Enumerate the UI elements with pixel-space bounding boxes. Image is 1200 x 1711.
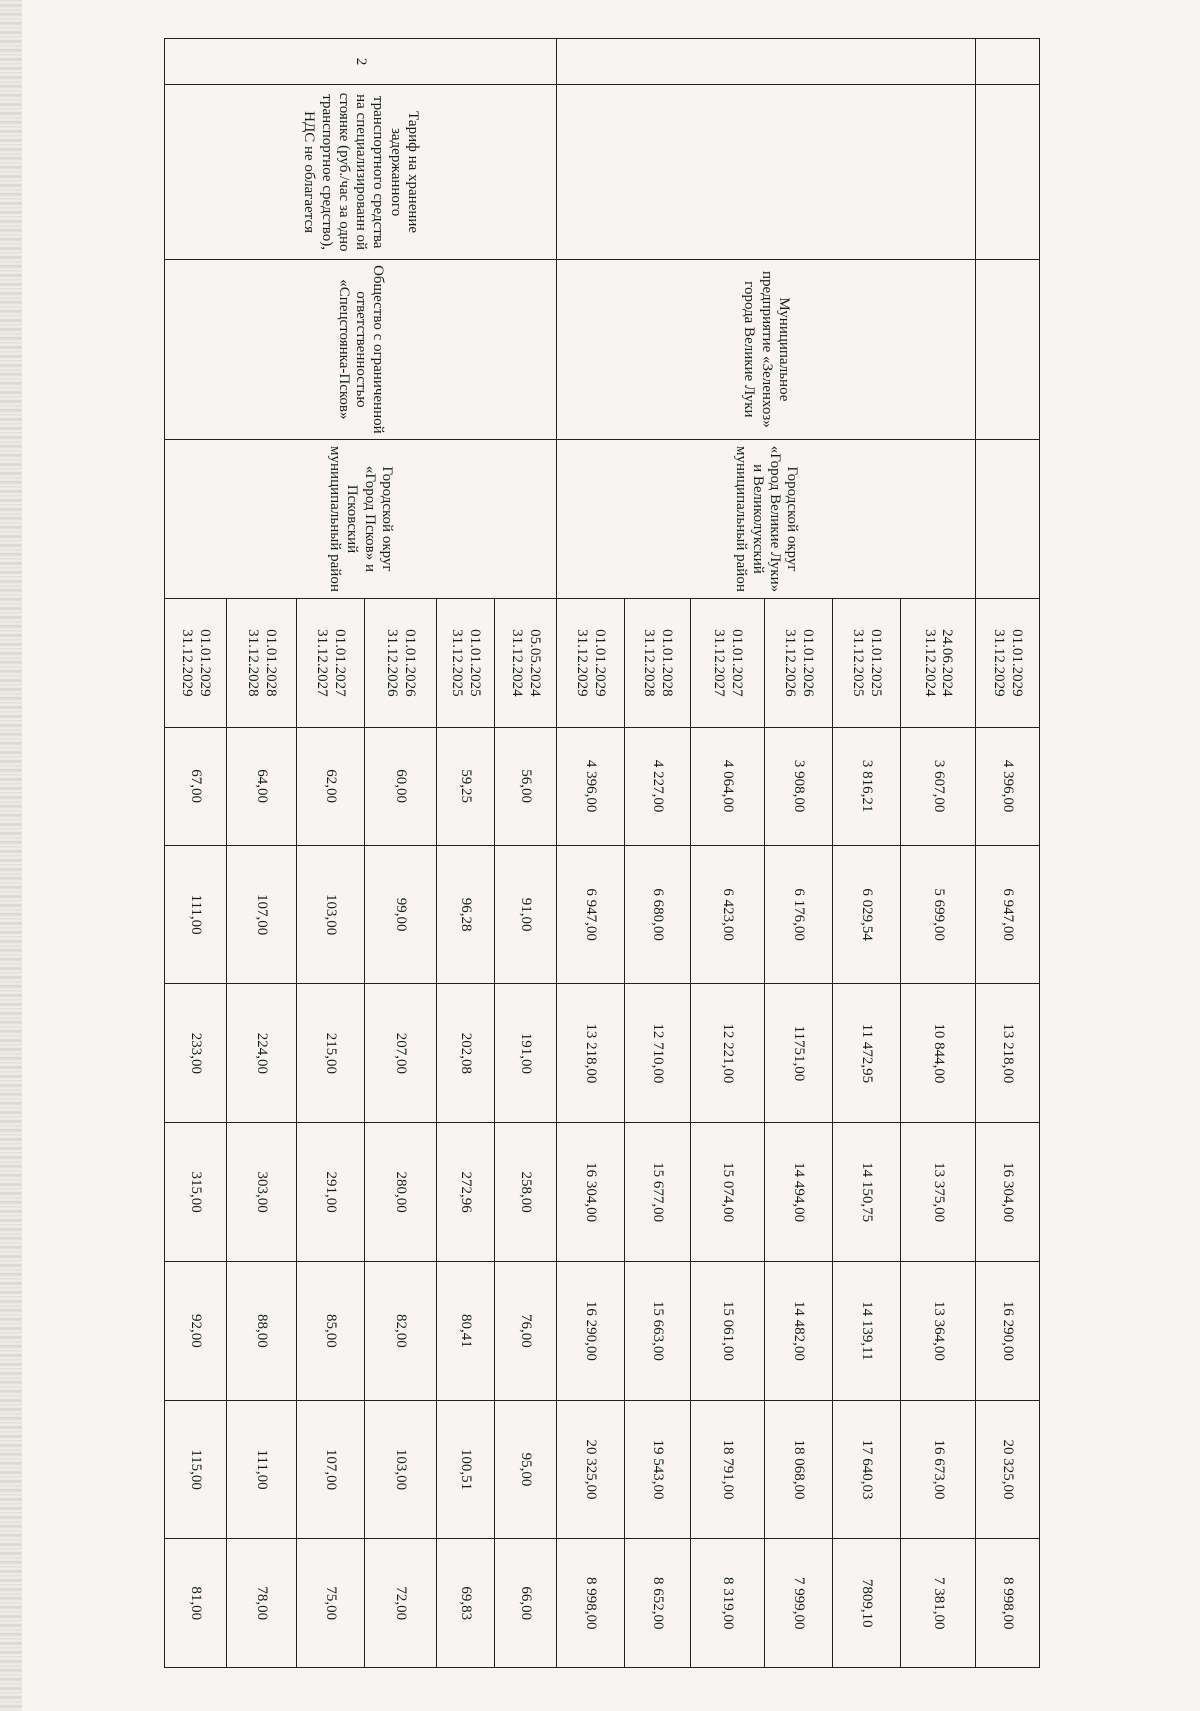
- value-cell: 14 494,00: [765, 1123, 833, 1262]
- row-number-cell: [557, 39, 976, 85]
- value-cell: 3 908,00: [765, 727, 833, 845]
- scan-edge: [0, 0, 22, 1711]
- period-cell: 01.01.2025 31.12.2025: [833, 599, 901, 727]
- value-cell: 69,83: [437, 1539, 495, 1668]
- value-cell: 67,00: [165, 727, 227, 845]
- value-cell: 8 652,00: [625, 1539, 691, 1668]
- value-cell: 14 482,00: [765, 1261, 833, 1400]
- value-cell: 18 791,00: [691, 1400, 765, 1539]
- period-cell: 01.01.2026 31.12.2026: [365, 599, 437, 727]
- value-cell: 7 381,00: [901, 1539, 976, 1668]
- rotated-tariff-table: [165, 38, 1040, 1668]
- value-cell: 115,00: [165, 1400, 227, 1539]
- value-cell: 272,96: [437, 1123, 495, 1262]
- territory-name: Городской округ «Город Псков» и Псковский муниципальный район: [165, 439, 557, 598]
- value-cell: 6 680,00: [625, 845, 691, 984]
- value-cell: 20 325,00: [976, 1400, 1040, 1539]
- value-cell: 16 304,00: [976, 1123, 1040, 1262]
- value-cell: 100,51: [437, 1400, 495, 1539]
- value-cell: 13 218,00: [976, 984, 1040, 1123]
- value-cell: 6 947,00: [976, 845, 1040, 984]
- value-cell: 103,00: [297, 845, 365, 984]
- table-row: [495, 39, 557, 1668]
- value-cell: 91,00: [495, 845, 557, 984]
- value-cell: 81,00: [165, 1539, 227, 1668]
- tariff-label: Тариф на хранение задержанного транспортного средства на специализированн ой стоянке (руб./час за одно транспортное средство), НДС не облагается: [165, 85, 557, 260]
- value-cell: 6 029,54: [833, 845, 901, 984]
- period-cell: 01.01.2029 31.12.2029: [557, 599, 625, 727]
- value-cell: 12 221,00: [691, 984, 765, 1123]
- value-cell: 207,00: [365, 984, 437, 1123]
- value-cell: 99,00: [365, 845, 437, 984]
- value-cell: 56,00: [495, 727, 557, 845]
- value-cell: 107,00: [227, 845, 297, 984]
- value-cell: 13 364,00: [901, 1261, 976, 1400]
- value-cell: 16 290,00: [557, 1261, 625, 1400]
- value-cell: 66,00: [495, 1539, 557, 1668]
- value-cell: 4 396,00: [557, 727, 625, 845]
- period-cell: 24.06.2024 31.12.2024: [901, 599, 976, 727]
- organization-name: Муниципальное предприятие «Зеленхоз» города Великие Луки: [557, 259, 976, 439]
- value-cell: 17 640,03: [833, 1400, 901, 1539]
- value-cell: 14 150,75: [833, 1123, 901, 1262]
- value-cell: 6 947,00: [557, 845, 625, 984]
- value-cell: 75,00: [297, 1539, 365, 1668]
- value-cell: 80,41: [437, 1261, 495, 1400]
- period-cell: 01.01.2029 31.12.2029: [165, 599, 227, 727]
- tariff-table: [164, 38, 1040, 1668]
- value-cell: 16 673,00: [901, 1400, 976, 1539]
- value-cell: 11751,00: [765, 984, 833, 1123]
- value-cell: 3 816,21: [833, 727, 901, 845]
- value-cell: 111,00: [227, 1400, 297, 1539]
- value-cell: 8 998,00: [976, 1539, 1040, 1668]
- value-cell: 15 061,00: [691, 1261, 765, 1400]
- row-number: 2: [165, 39, 557, 85]
- value-cell: 16 304,00: [557, 1123, 625, 1262]
- value-cell: 5 699,00: [901, 845, 976, 984]
- value-cell: 6 176,00: [765, 845, 833, 984]
- value-cell: 6 423,00: [691, 845, 765, 984]
- value-cell: 215,00: [297, 984, 365, 1123]
- value-cell: 233,00: [165, 984, 227, 1123]
- period-cell: 01.01.2027 31.12.2027: [297, 599, 365, 727]
- value-cell: 13 218,00: [557, 984, 625, 1123]
- table-row: [901, 39, 976, 1668]
- territory-cell: [976, 439, 1040, 598]
- value-cell: 315,00: [165, 1123, 227, 1262]
- value-cell: 8 998,00: [557, 1539, 625, 1668]
- organization-name: Общество с ограниченной ответственностью «Спецстоянка-Псков»: [165, 259, 557, 439]
- tariff-label-cell: [976, 85, 1040, 260]
- value-cell: 4 227,00: [625, 727, 691, 845]
- value-cell: 191,00: [495, 984, 557, 1123]
- value-cell: 15 663,00: [625, 1261, 691, 1400]
- value-cell: 19 543,00: [625, 1400, 691, 1539]
- value-cell: 107,00: [297, 1400, 365, 1539]
- value-cell: 76,00: [495, 1261, 557, 1400]
- organization-cell: [976, 259, 1040, 439]
- value-cell: 60,00: [365, 727, 437, 845]
- value-cell: 4 064,00: [691, 727, 765, 845]
- table-row: [976, 39, 1040, 1668]
- value-cell: 85,00: [297, 1261, 365, 1400]
- value-cell: 72,00: [365, 1539, 437, 1668]
- period-cell: 01.01.2028 31.12.2028: [227, 599, 297, 727]
- value-cell: 82,00: [365, 1261, 437, 1400]
- period-cell: 01.01.2026 31.12.2026: [765, 599, 833, 727]
- value-cell: 202,08: [437, 984, 495, 1123]
- tariff-label-cell: [557, 85, 976, 260]
- period-cell: 01.01.2029 31.12.2029: [976, 599, 1040, 727]
- value-cell: 7809,10: [833, 1539, 901, 1668]
- value-cell: 78,00: [227, 1539, 297, 1668]
- value-cell: 111,00: [165, 845, 227, 984]
- value-cell: 224,00: [227, 984, 297, 1123]
- value-cell: 18 068,00: [765, 1400, 833, 1539]
- value-cell: 15 074,00: [691, 1123, 765, 1262]
- period-cell: 01.01.2025 31.12.2025: [437, 599, 495, 727]
- value-cell: 291,00: [297, 1123, 365, 1262]
- period-cell: 01.01.2027 31.12.2027: [691, 599, 765, 727]
- value-cell: 96,28: [437, 845, 495, 984]
- value-cell: 20 325,00: [557, 1400, 625, 1539]
- value-cell: 258,00: [495, 1123, 557, 1262]
- value-cell: 303,00: [227, 1123, 297, 1262]
- row-number-cell: [976, 39, 1040, 85]
- value-cell: 88,00: [227, 1261, 297, 1400]
- period-cell: 05.05.2024 31.12.2024: [495, 599, 557, 727]
- value-cell: 64,00: [227, 727, 297, 845]
- value-cell: 95,00: [495, 1400, 557, 1539]
- value-cell: 12 710,00: [625, 984, 691, 1123]
- value-cell: 14 139,11: [833, 1261, 901, 1400]
- value-cell: 92,00: [165, 1261, 227, 1400]
- value-cell: 4 396,00: [976, 727, 1040, 845]
- value-cell: 16 290,00: [976, 1261, 1040, 1400]
- value-cell: 13 375,00: [901, 1123, 976, 1262]
- value-cell: 15 677,00: [625, 1123, 691, 1262]
- period-cell: 01.01.2028 31.12.2028: [625, 599, 691, 727]
- value-cell: 8 319,00: [691, 1539, 765, 1668]
- value-cell: 7 999,00: [765, 1539, 833, 1668]
- value-cell: 62,00: [297, 727, 365, 845]
- value-cell: 11 472,95: [833, 984, 901, 1123]
- value-cell: 59,25: [437, 727, 495, 845]
- value-cell: 103,00: [365, 1400, 437, 1539]
- territory-name: Городской округ «Город Великие Луки» и Великолукский муниципальный район: [557, 439, 976, 598]
- value-cell: 3 607,00: [901, 727, 976, 845]
- value-cell: 10 844,00: [901, 984, 976, 1123]
- value-cell: 280,00: [365, 1123, 437, 1262]
